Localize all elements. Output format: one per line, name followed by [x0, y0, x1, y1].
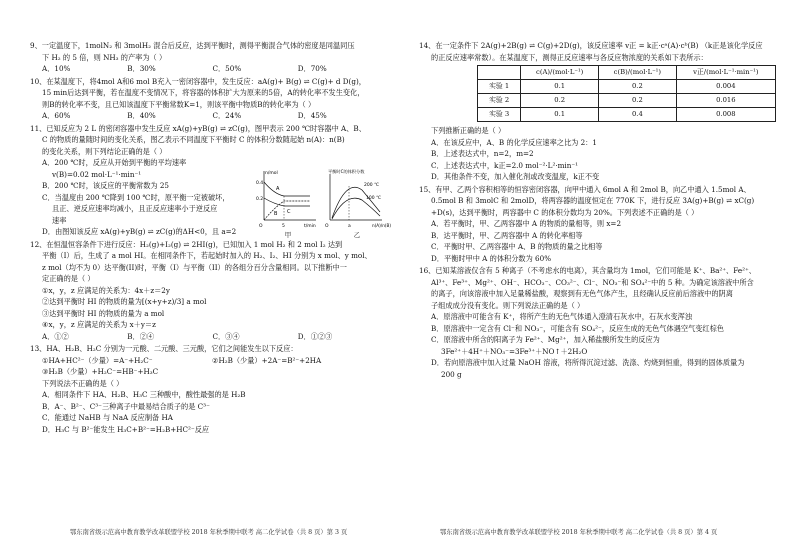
- table-cell: 0.4: [599, 108, 677, 122]
- table-cell: 0.2: [599, 94, 677, 108]
- yi-curve-200: [332, 187, 380, 218]
- q11-option-c-line3: 速率: [52, 215, 67, 225]
- q16-option-c: C．原溶液中所含的阳离子为 Fe²⁺、Mg²⁺，加入稀盐酸所发生的反应为: [431, 335, 660, 344]
- q14-option-d: D．其他条件不变，加入催化剂或改变温度，k正不变: [431, 172, 600, 181]
- q15-line2: 0.5mol B 和 3molC 和 2molD，将两容器的温度恒定在 770K 下，进行反应 3A(g)+B(g) ⇌ xC(g): [431, 196, 755, 205]
- q12-option-d: D．①②③: [297, 331, 333, 341]
- jia-label-c: C: [287, 209, 291, 215]
- q9-option-d: D．70%: [297, 64, 327, 73]
- yi-curve1-label: 200 ℃: [364, 183, 380, 188]
- q14-option-a: A．在该反应中，A、B 的化学反应速率之比为 2：1: [431, 137, 597, 147]
- q11-line3: 的变化关系，则下列结论正确的是（ ）: [42, 146, 167, 156]
- q13-reaction-3: ③H₂B（少量）+H₂C⁻=HB⁻+H₃C: [42, 367, 159, 376]
- q14-option-b: B．上述表达式中，n=2，m=2: [431, 149, 534, 158]
- q12-options: [30, 331, 383, 343]
- q16-option-a: A．原溶液中可能含有 K⁺，将所产生的无色气体通入澄清石灰水中，石灰水变浑浊: [431, 312, 693, 321]
- jia-tick-y1: 0.4: [256, 181, 264, 186]
- yi-title: 平衡时C的体积分数: [328, 169, 365, 174]
- q12-line2: 平衡（I）后，生成了 a mol HI。在相同条件下，若起始时加入的 H₂、I₂、HI 分别为 x mol、y mol、: [42, 251, 372, 260]
- table-cell: 0.004: [676, 80, 775, 94]
- question-15: [419, 184, 776, 265]
- table-row: [478, 80, 776, 94]
- jia-curve-a: [264, 182, 310, 196]
- q10-option-a: A．60%: [42, 111, 71, 120]
- q10-option-c: C．24%: [212, 111, 242, 120]
- q13-line1: 13、HA、H₂B、H₂C 分别为一元酸、二元酸、三元酸，它们之间能发生以下反应：: [30, 344, 298, 353]
- question-9: [30, 40, 383, 75]
- right-page: [397, 0, 794, 550]
- q11-option-d: D．由图知该反应 xA(g)+yB(g) ⇌ zC(g)的ΔH<0，且 a=2: [42, 227, 237, 236]
- question-13: [30, 343, 383, 435]
- table-cell: 0.008: [676, 108, 775, 122]
- jia-tick-y2: 0.2: [256, 197, 264, 202]
- q9-stem-line2: 下 H₂ 的 5 倍，则 NH₃ 的产率为（ ）: [42, 52, 167, 62]
- q11-figures: [256, 168, 396, 242]
- question-10: [30, 76, 383, 122]
- right-page-footer: 鄂东南省级示范高中教育教学改革联盟学校 2018 年秋季期中联考 高二化学试卷（共 8 页）第 4 页: [440, 528, 718, 536]
- table-cell: 0.2: [599, 80, 677, 94]
- q11-option-a-line1: A．200 ℃时，反应从开始到平衡的平均速率: [42, 158, 187, 167]
- left-page-footer: 鄂东南省级示范高中教育教学改革联盟学校 2018 年秋季期中联考 高二化学试卷（共 8 页）第 3 页: [70, 528, 348, 536]
- q12-statement-1: ①x，y，z 应满足的关系为：4x＋z＝2y: [42, 285, 170, 295]
- q9-option-a: A．10%: [42, 64, 71, 73]
- q9-option-b: B．30%: [127, 64, 156, 73]
- yi-caption: 乙: [353, 231, 361, 239]
- figure-jia: [256, 168, 320, 230]
- q14-header-cb: c(B)/(mol·L⁻¹): [599, 66, 677, 80]
- q13-option-c: C．能通过 NaHB 与 NaA 反应制备 HA: [42, 413, 173, 422]
- q13-option-a: A．相同条件下 HA、H₂B、H₃C 三种酸中，酸性最强的是 H₂B: [42, 390, 246, 399]
- q16-option-d-line1: D．若向原溶液中加入过量 NaOH 溶液，将所得沉淀过滤、洗涤、灼烧到恒重，得到的固体质量为: [431, 358, 745, 367]
- figure-yi: [322, 168, 396, 230]
- q12-option-c: C．③④: [212, 331, 240, 341]
- q12-option-a: A．①②: [42, 331, 69, 341]
- q14-line1: 14、在一定条件下 2A(g)+2B(g) ⇌ C(g)+2D(g)，该反应速率 v正 = k正·cᵃ(A)·cᵇ(B) （k正是该化学反应: [419, 41, 763, 50]
- q11-option-a-line2: v(B)=0.02 mol·L⁻¹·min⁻¹: [52, 169, 142, 179]
- q14-header-blank: [478, 66, 521, 80]
- q12-option-b: B．②④: [127, 331, 155, 341]
- table-cell: 实验 3: [478, 108, 521, 122]
- q16-option-c-equation: 3Fe²⁺＋4H⁺＋NO₃⁻=3Fe³⁺＋NO↑＋2H₂O: [441, 346, 588, 356]
- table-cell: 0.2: [521, 94, 599, 108]
- q10-option-b: B．40%: [127, 111, 156, 120]
- table-cell: 实验 1: [478, 80, 521, 94]
- q16-line3: 的离子，向该溶液中加入足量稀盐酸，观察到有无色气体产生，且经确认反应前后溶液中的阴离: [431, 289, 733, 298]
- question-12: [30, 239, 383, 343]
- jia-label-a: A: [276, 186, 280, 192]
- q11-line2: C 的物质的量随时间的变化关系，图乙表示不同温度下平衡时 C 的体积分数随起始 n(A)：n(B): [42, 135, 345, 144]
- q15-option-d: D．平衡时甲中 A 的体积分数为 60%: [431, 253, 552, 263]
- q12-statement-2: ②达到平衡时 HI 的物质的量为[(x+y+z)/3] a mol: [42, 297, 207, 306]
- q14-rate-table: [477, 65, 776, 122]
- q15-line1: 15、有甲、乙两个容积相等的恒容密闭容器，向甲中通入 6mol A 和 2mol B，向乙中通入 1.5mol A、: [419, 184, 751, 194]
- q13-reaction-1: ①HA+HC²⁻（少量）=A⁻+H₂C⁻: [42, 355, 153, 365]
- q15-option-c: C．平衡时甲、乙两容器中 A、B 的物质的量之比相等: [431, 242, 603, 251]
- q14-header-ca: c(A)/(mol·L⁻¹): [521, 66, 599, 80]
- q16-option-b: B．原溶液中一定含有 Cl⁻和 NO₃⁻，可能含有 SO₄²⁻，反应生成的无色气体遇空气变红棕色: [431, 323, 724, 333]
- q15-option-a: A．若平衡时，甲、乙两容器中 A 的物质的量相等，则 x=2: [431, 219, 622, 228]
- table-row: [478, 108, 776, 122]
- q16-line4: 子组成成分没有变化。则下列说法正确的是（ ）: [431, 300, 585, 310]
- question-16: [419, 265, 776, 380]
- q9-stem-line1: 9、一定温度下，1molN₂ 和 3molH₂ 混合后反应，达到平衡时，测得平衡混合气体的密度是同温同压: [30, 41, 355, 50]
- yi-origin: O: [325, 224, 329, 229]
- q10-line3: 则B的转化率不变，且已知该温度下平衡常数K=1，则该平衡中物质B的转化率为（ ）: [42, 99, 316, 109]
- jia-xlabel: t/min: [304, 224, 316, 229]
- q14-header-v: v正/(mol·L⁻¹·min⁻¹): [676, 66, 775, 80]
- q13-line2: 下列说法不正确的是（ ）: [42, 378, 124, 388]
- q11-option-c-line1: C．当温度由 200 ℃降到 100 ℃时，原平衡一定被破坏，: [42, 192, 230, 202]
- yi-tick-x: a: [348, 224, 352, 229]
- q12-line3: z mol（均不为 0）达平衡(II)时，平衡（I）与平衡（II）的各组分百分含量相同。以下推断中一: [42, 262, 347, 272]
- jia-ylabel: n/mol: [265, 171, 278, 176]
- q14-line2: 的正反应速率常数）。在某温度下，测得正反应速率与各反应物浓度的关系如下表所示：: [431, 52, 708, 62]
- jia-curve-b: [264, 198, 310, 206]
- jia-label-b: B: [274, 211, 278, 217]
- q11-line1: 11、已知反应为 2 L 的密闭容器中发生反应 xA(g)+yB(g) ⇌ zC(g)，图甲表示 200 ℃时容器中 A、B、: [30, 123, 366, 133]
- q11-option-b: B．200 ℃时，该反应的平衡常数为 25: [42, 181, 170, 190]
- q10-option-d: D．45%: [297, 111, 327, 120]
- q16-line1: 16、已知某溶液仅含有 5 种离子（不考虑水的电离），其含量均为 1mol，它们可能是 K⁺、Ba²⁺、Fe²⁺、: [419, 266, 756, 275]
- table-cell: 0.016: [676, 94, 775, 108]
- q13-option-d: D．H₃C 与 B²⁻能发生 H₃C+B²⁻=H₂B+HC²⁻反应: [42, 424, 210, 434]
- q12-line4: 定正确的是（ ）: [42, 274, 95, 283]
- q14-option-c: C．上述表达式中，k正=2.0 mol⁻²·L²·min⁻¹: [431, 160, 579, 170]
- table-cell: 0.1: [521, 108, 599, 122]
- q12-statement-4: ④x，y，z 应满足的关系为 x＋y＝z: [42, 320, 156, 329]
- yi-xlabel: n(A)/n(B): [372, 223, 392, 228]
- q15-line3: +D(s)，达到平衡时，两容器中 C 的体积分数均为 20%。下列表述不正确的是（ ）: [431, 207, 699, 217]
- q9-options: [30, 63, 383, 75]
- jia-caption: 甲: [284, 231, 292, 239]
- q11-option-c-line2: 且正、逆反应速率均减小，且正反应速率小于逆反应: [52, 204, 218, 213]
- jia-tick-x: 5: [282, 224, 285, 229]
- q12-line1: 12、在恒温恒容条件下进行反应：H₂(g)+I₂(g) ⇌ 2HI(g)，已知加入 1 mol H₂ 和 2 mol I₂ 达到: [30, 239, 343, 249]
- q12-statement-3: ③达到平衡时 HI 的物质的量为 a mol: [42, 308, 165, 318]
- q10-line1: 10、在某温度下，将4mol A和6 mol B充入一密闭容器中，发生反应：aA(g)+ B(g) ⇌ C(g)+ d D(g)，: [30, 76, 366, 86]
- q11-figure-captions: [256, 230, 396, 242]
- q16-line2: Al³⁺、Fe³⁺、Mg²⁺、OH⁻、HCO₃⁻、CO₃²⁻、Cl⁻、NO₃⁻和 SO₄²⁻中的 5 种。为确定该溶液中所含: [431, 277, 754, 287]
- q16-option-d-line2: 200 g: [441, 369, 462, 379]
- q14-line3: 下列推断正确的是（ ）: [431, 126, 506, 135]
- q14-table-header-row: [478, 66, 776, 80]
- q13-reactions-row: [30, 355, 383, 367]
- q10-line2: 15 min后达到平衡，若在温度不变情况下，将容器的体积扩大为原来的5倍，A的转化率不发生变化，: [42, 88, 365, 97]
- jia-origin: O: [259, 224, 263, 229]
- table-cell: 实验 2: [478, 94, 521, 108]
- q9-option-c: C．50%: [212, 64, 242, 73]
- q10-options: [30, 110, 383, 122]
- q13-reaction-2: ②H₂B（少量）+2A⁻=B²⁻+2HA: [212, 355, 322, 365]
- q13-option-b: B．A⁻、B²⁻、C³⁻三种离子中最易结合质子的是 C³⁻: [42, 401, 210, 411]
- table-cell: 0.1: [521, 80, 599, 94]
- table-row: [478, 94, 776, 108]
- question-14: [419, 40, 776, 183]
- q15-option-b: B．达平衡时，甲、乙两容器中 A 的转化率相等: [431, 230, 583, 240]
- yi-curve2-label: 100 ℃: [366, 196, 382, 201]
